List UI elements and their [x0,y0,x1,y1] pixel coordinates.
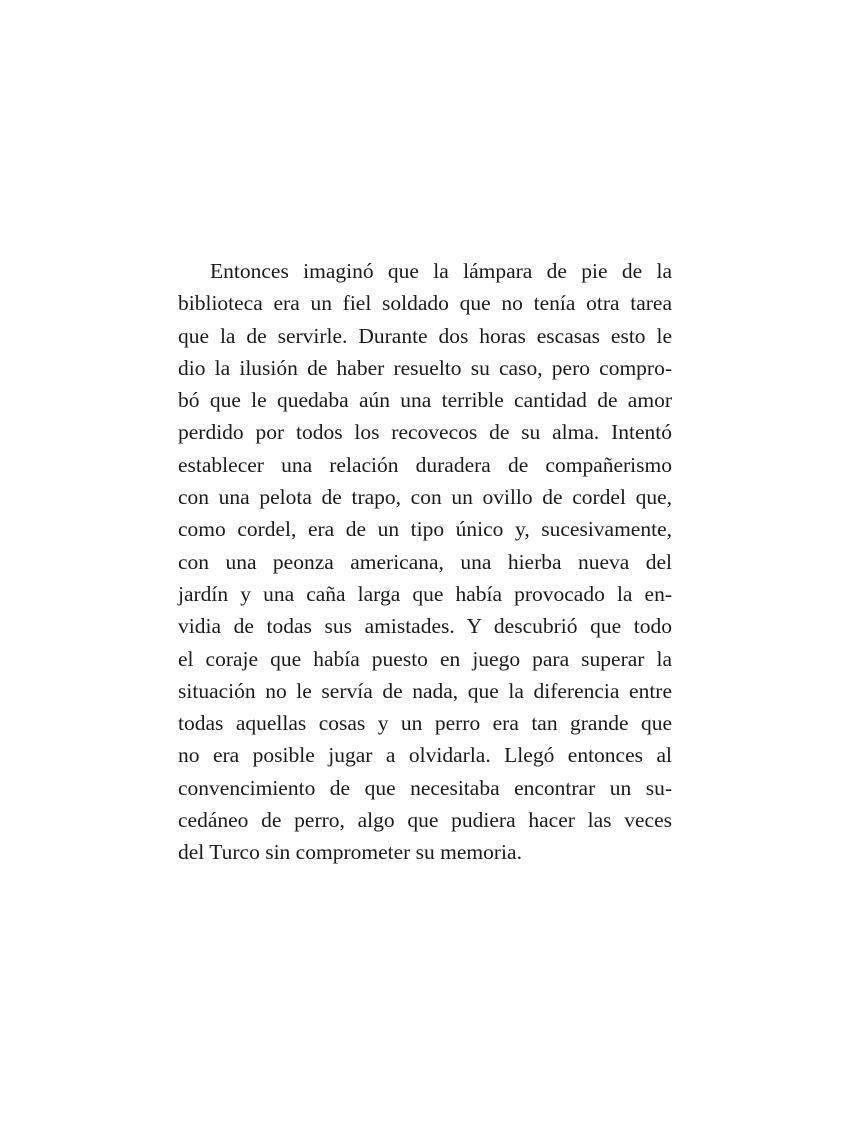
paragraph-line: establecer una relación duradera de compañerismo [178,452,672,477]
paragraph-line: vidia de todas sus amistades. Y descubrió que todo [178,614,672,639]
paragraph-line: el coraje que había puesto en juego para superar la [178,646,672,671]
body-paragraph [178,255,672,869]
paragraph-line: perdido por todos los recovecos de su alma. Intentó [178,420,672,445]
paragraph-line: con una peonza americana, una hierba nueva del [178,549,672,574]
paragraph-line: no era posible jugar a olvidarla. Llegó entonces al [178,743,672,768]
paragraph-line: Entonces imaginó que la lámpara de pie de la [210,259,672,283]
paragraph-line: convencimiento de que necesitaba encontrar un su- [178,775,672,800]
paragraph-line: situación no le servía de nada, que la diferencia entre [178,678,672,703]
paragraph-line: que la de servirle. Durante dos horas escasas esto le [178,323,672,348]
paragraph-line: todas aquellas cosas y un perro era tan grande que [178,711,672,736]
paragraph-line: jardín y una caña larga que había provocado la en- [178,581,672,606]
paragraph-line: bó que le quedaba aún una terrible cantidad de amor [178,388,672,413]
paragraph-line: como cordel, era de un tipo único y, sucesivamente, [178,517,672,542]
paragraph-line: del Turco sin comprometer su memoria. [178,840,522,865]
paragraph-line: biblioteca era un fiel soldado que no tenía otra tarea [178,291,672,316]
paragraph-line: con una pelota de trapo, con un ovillo de cordel que, [178,485,672,510]
paragraph-line: cedáneo de perro, algo que pudiera hacer las veces [178,808,672,833]
paragraph-line: dio la ilusión de haber resuelto su caso, pero compro- [178,355,672,380]
